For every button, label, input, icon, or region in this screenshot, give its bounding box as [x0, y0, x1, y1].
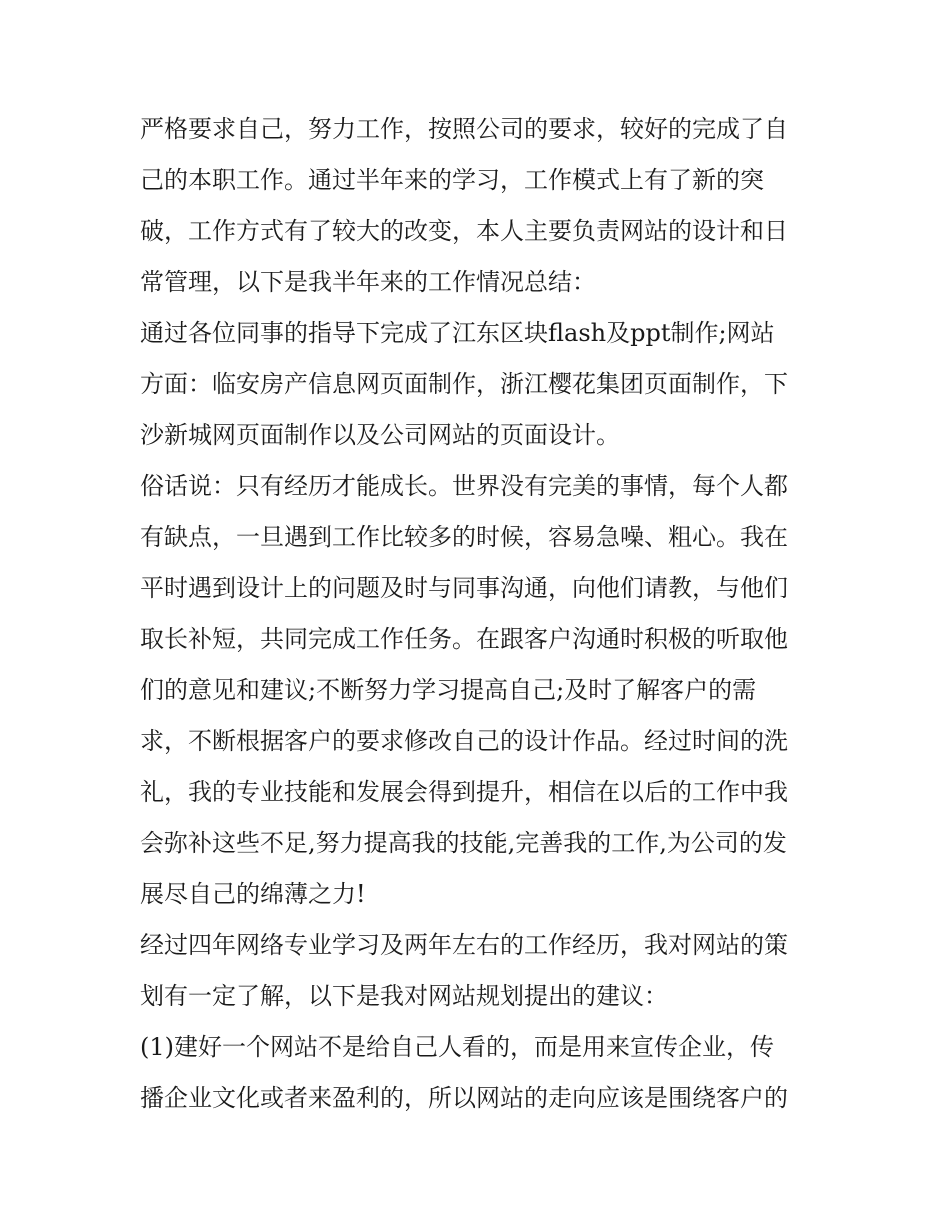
text-line: 经过四年网络专业学习及两年左右的工作经历，我对网站的策: [140, 931, 788, 959]
text-line: 求，不断根据客户的要求修改自己的设计作品。经过时间的洗: [140, 727, 788, 755]
text-line: 严格要求自己，努力工作，按照公司的要求，较好的完成了自: [140, 115, 788, 143]
text-line: 展尽自己的绵薄之力!: [140, 880, 366, 908]
document-body: [140, 104, 820, 1124]
text-line: (1)建好一个网站不是给自己人看的，而是用来宣传企业，传: [140, 1033, 774, 1061]
text-line: 礼，我的专业技能和发展会得到提升，相信在以后的工作中我: [140, 778, 788, 806]
text-line: 己的本职工作。通过半年来的学习，工作模式上有了新的突: [140, 166, 764, 194]
text-line: 沙新城网页面制作以及公司网站的页面设计。: [140, 421, 620, 449]
text-line: 们的意见和建议;不断努力学习提高自己;及时了解客户的需: [140, 676, 757, 704]
text-line: 平时遇到设计上的问题及时与同事沟通，向他们请教，与他们: [140, 574, 788, 602]
text-line: 会弥补这些不足,努力提高我的技能,完善我的工作,为公司的发: [140, 829, 787, 857]
text-line: 方面：临安房产信息网页面制作，浙江樱花集团页面制作，下: [140, 370, 788, 398]
text-line: 常管理，以下是我半年来的工作情况总结：: [140, 268, 596, 296]
text-line: 破，工作方式有了较大的改变，本人主要负责网站的设计和日: [140, 217, 788, 245]
text-line: 通过各位同事的指导下完成了江东区块flash及ppt制作;网站: [140, 319, 775, 347]
text-line: 取长补短，共同完成工作任务。在跟客户沟通时积极的听取他: [140, 625, 788, 653]
text-line: 俗话说：只有经历才能成长。世界没有完美的事情，每个人都: [140, 472, 788, 500]
text-line: 播企业文化或者来盈利的，所以网站的走向应该是围绕客户的: [140, 1084, 788, 1112]
text-line: 有缺点，一旦遇到工作比较多的时候，容易急噪、粗心。我在: [140, 523, 788, 551]
text-line: 划有一定了解，以下是我对网站规划提出的建议：: [140, 982, 668, 1010]
